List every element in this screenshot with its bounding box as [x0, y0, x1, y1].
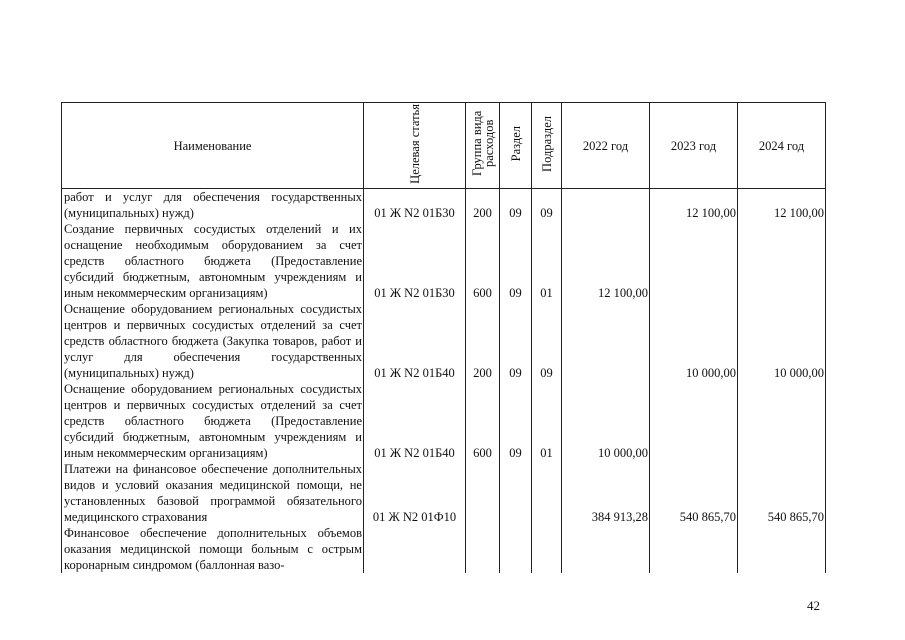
table-row: [62, 301, 826, 381]
row-name: Оснащение оборудованием региональных сосудистых центров и первичных сосудистых отделений за счет средств областного бюджета (Закупка товаров, работ и услуг для обеспечения государственных (муниципальных) нужд): [62, 301, 364, 381]
table-row: [62, 381, 826, 461]
row-name: Оснащение оборудованием региональных сосудистых центров и первичных сосудистых отделений за счет средств областного бюджета (Предоставление субсидий бюджетным, автономным учреждениям и иным некоммерческим организациям): [62, 381, 364, 461]
row-amount-2022: [562, 301, 650, 381]
row-amount-2024: 12 100,00: [738, 189, 826, 222]
row-target-article: 01 Ж N2 01Б30: [364, 221, 466, 301]
header-section: Раздел: [500, 103, 532, 189]
row-amount-2024: 540 865,70: [738, 461, 826, 525]
row-amount-2024: [738, 525, 826, 573]
row-target-article: 01 Ж N2 01Б40: [364, 381, 466, 461]
row-amount-2023: 12 100,00: [650, 189, 738, 222]
header-subsection: Подраздел: [532, 103, 562, 189]
row-amount-2022: 10 000,00: [562, 381, 650, 461]
header-year-2024: 2024 год: [738, 103, 826, 189]
header-year-2023: 2023 год: [650, 103, 738, 189]
table-row: [62, 525, 826, 573]
row-expense-group: 200: [466, 189, 500, 222]
row-section: 09: [500, 221, 532, 301]
row-amount-2024: 10 000,00: [738, 301, 826, 381]
row-amount-2022: 384 913,28: [562, 461, 650, 525]
row-amount-2023: 540 865,70: [650, 461, 738, 525]
row-subsection: 01: [532, 381, 562, 461]
table-row: [62, 221, 826, 301]
header-expense-group: Группа вида расходов: [466, 103, 500, 189]
header-year-2022: 2022 год: [562, 103, 650, 189]
row-name: Создание первичных сосудистых отделений и их оснащение необходимым оборудованием за счет средств областного бюджета (Предоставление субсидий бюджетным, автономным учреждениям и иным некоммерческим организациям): [62, 221, 364, 301]
row-section: 09: [500, 301, 532, 381]
row-expense-group: 600: [466, 381, 500, 461]
row-expense-group: 600: [466, 221, 500, 301]
page-number: 42: [807, 598, 820, 613]
header-target-article: Целевая статья: [364, 103, 466, 189]
row-section: 09: [500, 189, 532, 222]
row-expense-group: 200: [466, 301, 500, 381]
row-expense-group: [466, 525, 500, 573]
row-section: [500, 525, 532, 573]
row-section: [500, 461, 532, 525]
row-amount-2024: [738, 221, 826, 301]
row-subsection: [532, 525, 562, 573]
table-header-row: [62, 103, 826, 189]
table-row: [62, 461, 826, 525]
row-target-article: 01 Ж N2 01Б30: [364, 189, 466, 222]
row-section: 09: [500, 381, 532, 461]
row-subsection: 09: [532, 189, 562, 222]
row-amount-2022: [562, 525, 650, 573]
row-amount-2023: [650, 381, 738, 461]
budget-table: [61, 102, 826, 573]
row-amount-2022: [562, 189, 650, 222]
row-expense-group: [466, 461, 500, 525]
row-name: Платежи на финансовое обеспечение дополнительных видов и условий оказания медицинской помощи, не установленных базовой программой обязательного медицинского страхования: [62, 461, 364, 525]
row-amount-2024: [738, 381, 826, 461]
row-name: Финансовое обеспечение дополнительных объемов оказания медицинской помощи больным с острым коронарным синдромом (баллонная вазо-: [62, 525, 364, 573]
row-amount-2022: 12 100,00: [562, 221, 650, 301]
table-row: [62, 189, 826, 222]
row-amount-2023: 10 000,00: [650, 301, 738, 381]
row-amount-2023: [650, 525, 738, 573]
row-target-article: 01 Ж N2 01Б40: [364, 301, 466, 381]
row-subsection: 09: [532, 301, 562, 381]
row-name: работ и услуг для обеспечения государственных (муниципальных) нужд): [62, 189, 364, 222]
row-target-article: 01 Ж N2 01Ф10: [364, 461, 466, 525]
row-subsection: [532, 461, 562, 525]
header-name: Наименование: [62, 103, 364, 189]
row-target-article: [364, 525, 466, 573]
row-subsection: 01: [532, 221, 562, 301]
row-amount-2023: [650, 221, 738, 301]
